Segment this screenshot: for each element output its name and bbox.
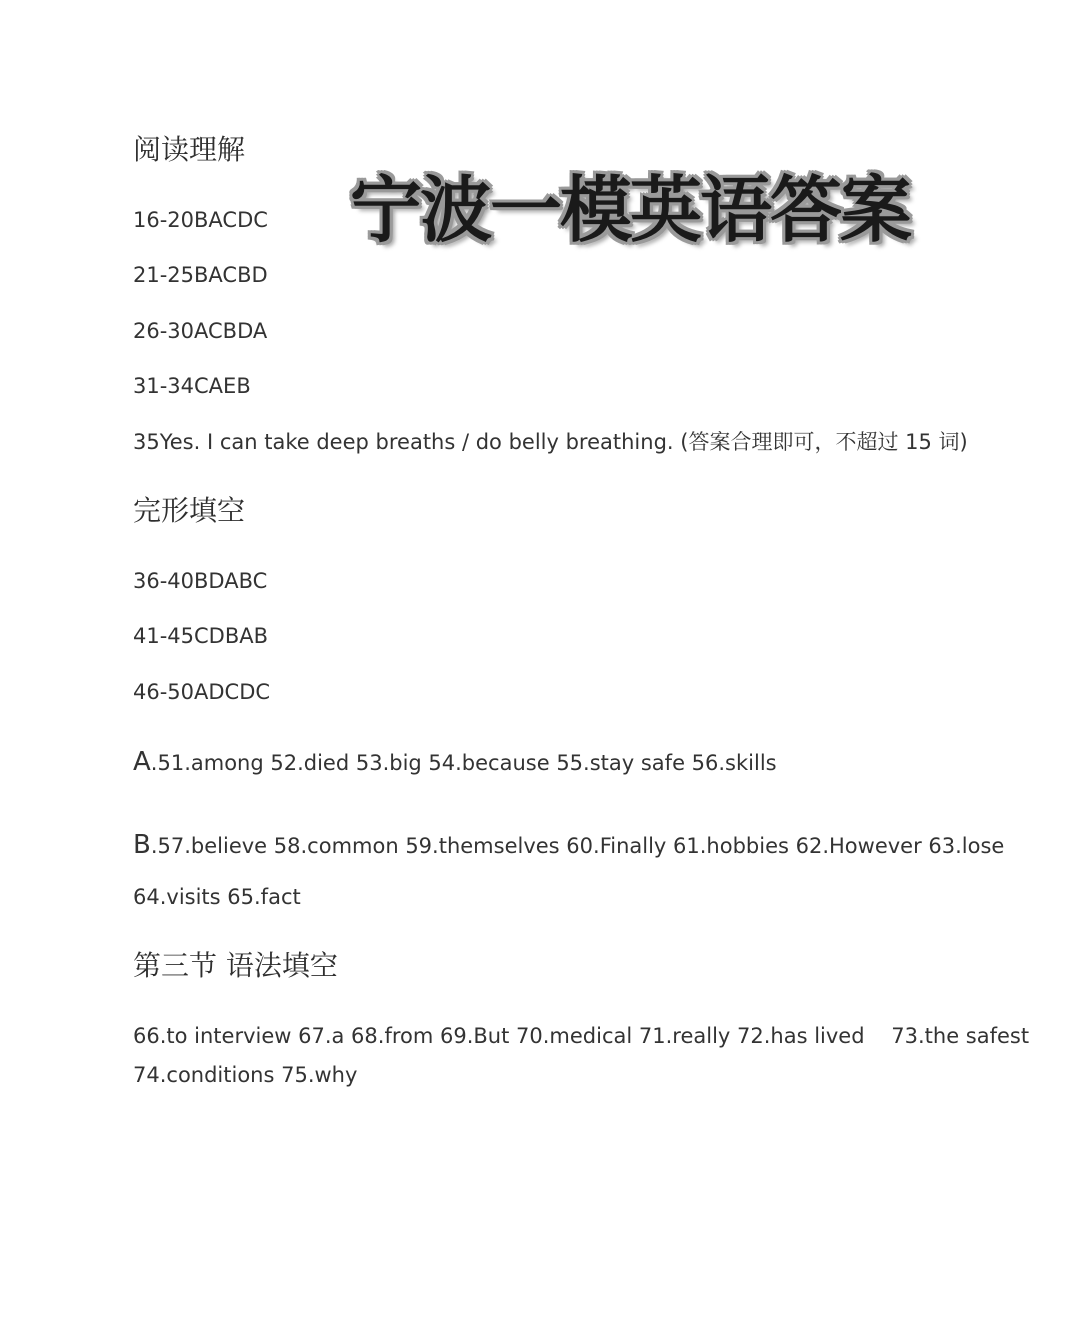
part-b-line-2: 64.visits 65.fact	[133, 885, 301, 909]
grammar-line-1: 66.to interview 67.a 68.from 69.But 70.medical 71.really 72.has lived 73.the safest	[133, 1024, 1030, 1048]
reading-heading: 阅读理解	[133, 133, 246, 166]
title-banner: 宁波一模英语答案	[350, 168, 911, 252]
answer-line: 46-50ADCDC	[133, 680, 271, 704]
answer-line-35: 35Yes. I can take deep breaths / do belly breathing. (答案合理即可，不超过 15 词)	[133, 430, 968, 454]
answer-line: 16-20BACDC	[133, 208, 268, 232]
answer-line: 36-40BDABC	[133, 569, 268, 593]
part-a-letter: A	[133, 747, 151, 777]
cloze-heading: 完形填空	[133, 494, 246, 527]
part-b-text: .57.believe 58.common 59.themselves 60.Finally 61.hobbies 62.However 63.lose	[150, 834, 1005, 858]
answer-line: 21-25BACBD	[133, 263, 268, 287]
part-b-letter: B	[133, 830, 151, 860]
answer-line: 26-30ACBDA	[133, 319, 268, 343]
part-a-line	[133, 748, 777, 777]
grammar-heading: 第三节 语法填空	[133, 949, 338, 982]
answer-line: 41-45CDBAB	[133, 624, 269, 648]
grammar-line-2: 74.conditions 75.why	[133, 1063, 358, 1087]
answer-line: 31-34CAEB	[133, 374, 251, 398]
part-b-line	[133, 831, 1004, 860]
part-a-text: .51.among 52.died 53.big 54.because 55.stay safe 56.skills	[150, 751, 777, 775]
